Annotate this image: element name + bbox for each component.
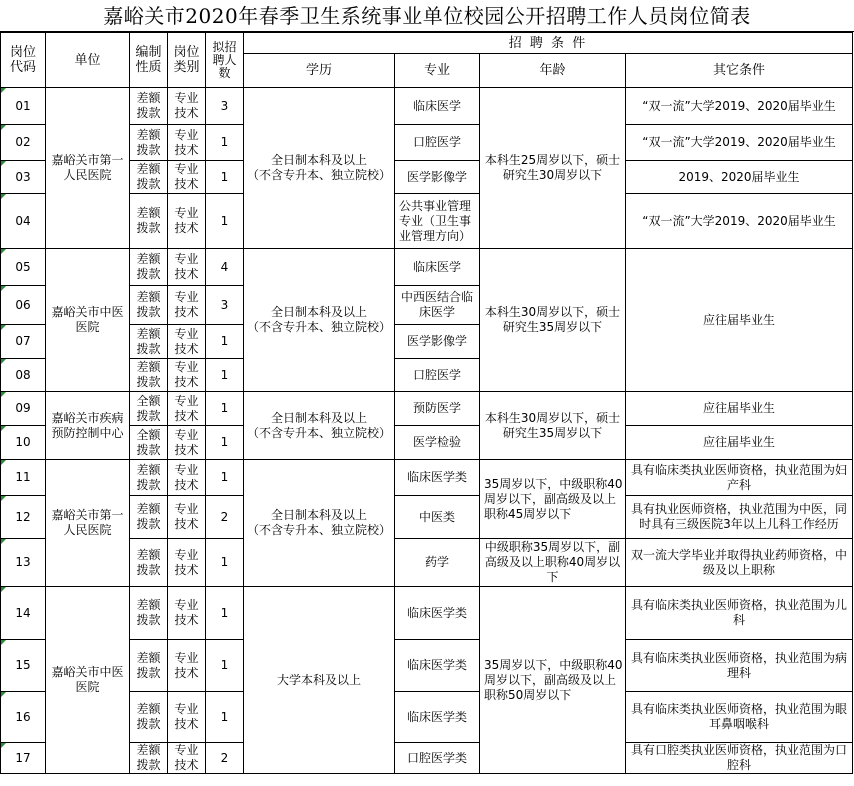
count-cell: 1 <box>206 539 244 587</box>
other-cell: 具有临床类执业医师资格，执业范围为妇产科 <box>626 460 853 496</box>
unit-cell: 嘉峪关市中医医院 <box>46 587 130 774</box>
major-cell: 临床医学类 <box>395 587 480 640</box>
row-code: 13 <box>1 539 46 587</box>
row-code: 11 <box>1 460 46 496</box>
major-cell: 口腔医学类 <box>395 743 480 774</box>
age-cell: 中级职称35周岁以下，副高级及以上职称40周岁以下 <box>480 539 626 587</box>
row-code: 06 <box>1 286 46 325</box>
header-category: 岗位 类别 <box>168 33 206 88</box>
row-code: 12 <box>1 496 46 539</box>
age-cell: 本科生30周岁以下，硕士研究生35周岁以下 <box>480 249 626 392</box>
row-code: 15 <box>1 640 46 692</box>
nature-cell: 差额拨款 <box>130 88 168 125</box>
row-code: 04 <box>1 194 46 249</box>
header-nature: 编制 性质 <box>130 33 168 88</box>
row-code: 14 <box>1 587 46 640</box>
category-cell: 专业技术 <box>168 325 206 359</box>
major-cell: 医学检验 <box>395 426 480 460</box>
count-cell: 1 <box>206 640 244 692</box>
other-cell: 应往届毕业生 <box>626 392 853 426</box>
category-cell: 专业技术 <box>168 692 206 743</box>
nature-cell: 差额拨款 <box>130 125 168 161</box>
nature-cell: 差额拨款 <box>130 587 168 640</box>
major-cell: 口腔医学 <box>395 125 480 161</box>
category-cell: 专业技术 <box>168 161 206 194</box>
nature-cell: 全额拨款 <box>130 426 168 460</box>
category-cell: 专业技术 <box>168 743 206 774</box>
other-cell: “双一流”大学2019、2020届毕业生 <box>626 125 853 161</box>
header-conditions: 招 聘 条 件 <box>244 33 853 54</box>
row-code: 05 <box>1 249 46 286</box>
other-cell: 双一流大学毕业并取得执业药师资格，中级及以上职称 <box>626 539 853 587</box>
header-education: 学历 <box>244 54 395 88</box>
category-cell: 专业技术 <box>168 640 206 692</box>
major-cell: 口腔医学 <box>395 359 480 392</box>
education-cell: 全日制本科及以上 （不含专升本、独立院校） <box>244 88 395 249</box>
major-cell: 医学影像学 <box>395 161 480 194</box>
nature-cell: 差额拨款 <box>130 539 168 587</box>
nature-cell: 差额拨款 <box>130 640 168 692</box>
education-cell: 全日制本科及以上 （不含专升本、独立院校） <box>244 460 395 587</box>
row-code: 17 <box>1 743 46 774</box>
major-cell: 预防医学 <box>395 392 480 426</box>
education-cell: 全日制本科及以上 （不含专升本、独立院校） <box>244 249 395 392</box>
major-cell: 临床医学类 <box>395 460 480 496</box>
other-cell: 具有临床类执业医师资格，执业范围为儿科 <box>626 587 853 640</box>
other-cell: 具有执业医师资格，执业范围为中医，同时具有三级医院3年以上儿科工作经历 <box>626 496 853 539</box>
count-cell: 3 <box>206 286 244 325</box>
row-code: 01 <box>1 88 46 125</box>
age-cell: 35周岁以下，中级职称40周岁以下，副高级及以上职称50周岁以下 <box>480 587 626 774</box>
category-cell: 专业技术 <box>168 286 206 325</box>
nature-cell: 差额拨款 <box>130 743 168 774</box>
nature-cell: 差额拨款 <box>130 286 168 325</box>
major-cell: 临床医学 <box>395 249 480 286</box>
header-code: 岗位 代码 <box>1 33 46 88</box>
count-cell: 1 <box>206 426 244 460</box>
header-other: 其它条件 <box>626 54 853 88</box>
other-cell: 2019、2020届毕业生 <box>626 161 853 194</box>
other-cell: 应往届毕业生 <box>626 426 853 460</box>
count-cell: 1 <box>206 194 244 249</box>
category-cell: 专业技术 <box>168 460 206 496</box>
row-code: 03 <box>1 161 46 194</box>
header-unit: 单位 <box>46 33 130 88</box>
major-cell: 临床医学类 <box>395 640 480 692</box>
category-cell: 专业技术 <box>168 125 206 161</box>
nature-cell: 差额拨款 <box>130 249 168 286</box>
header-count: 拟招 聘人 数 <box>206 33 244 88</box>
count-cell: 3 <box>206 88 244 125</box>
nature-cell: 差额拨款 <box>130 460 168 496</box>
count-cell: 1 <box>206 692 244 743</box>
other-cell: “双一流”大学2019、2020届毕业生 <box>626 88 853 125</box>
category-cell: 专业技术 <box>168 539 206 587</box>
nature-cell: 差额拨款 <box>130 496 168 539</box>
category-cell: 专业技术 <box>168 426 206 460</box>
category-cell: 专业技术 <box>168 496 206 539</box>
unit-cell: 嘉峪关市疾病预防控制中心 <box>46 392 130 460</box>
row-code: 07 <box>1 325 46 359</box>
row-code: 02 <box>1 125 46 161</box>
positions-table <box>0 32 853 774</box>
nature-cell: 差额拨款 <box>130 161 168 194</box>
category-cell: 专业技术 <box>168 392 206 426</box>
nature-cell: 全额拨款 <box>130 392 168 426</box>
category-cell: 专业技术 <box>168 587 206 640</box>
count-cell: 1 <box>206 587 244 640</box>
education-cell: 大学本科及以上 <box>244 587 395 774</box>
major-cell: 药学 <box>395 539 480 587</box>
category-cell: 专业技术 <box>168 194 206 249</box>
age-cell: 本科生30周岁以下，硕士研究生35周岁以下 <box>480 392 626 460</box>
count-cell: 1 <box>206 161 244 194</box>
major-cell: 临床医学 <box>395 88 480 125</box>
page-title: 嘉峪关市2020年春季卫生系统事业单位校园公开招聘工作人员岗位简表 <box>0 0 854 32</box>
other-cell: “双一流”大学2019、2020届毕业生 <box>626 194 853 249</box>
count-cell: 1 <box>206 325 244 359</box>
count-cell: 1 <box>206 392 244 426</box>
row-code: 16 <box>1 692 46 743</box>
major-cell: 临床医学类 <box>395 692 480 743</box>
other-cell: 具有临床类执业医师资格，执业范围为病理科 <box>626 640 853 692</box>
count-cell: 2 <box>206 743 244 774</box>
nature-cell: 差额拨款 <box>130 359 168 392</box>
age-cell: 35周岁以下，中级职称40周岁以下，副高级及以上职称45周岁以下 <box>480 460 626 539</box>
count-cell: 1 <box>206 125 244 161</box>
other-cell: 具有临床类执业医师资格，执业范围为眼耳鼻咽喉科 <box>626 692 853 743</box>
major-cell: 中西医结合临床医学 <box>395 286 480 325</box>
count-cell: 4 <box>206 249 244 286</box>
education-cell: 全日制本科及以上 （不含专升本、独立院校） <box>244 392 395 460</box>
row-code: 08 <box>1 359 46 392</box>
category-cell: 专业技术 <box>168 88 206 125</box>
unit-cell: 嘉峪关市中医医院 <box>46 249 130 392</box>
major-cell: 中医类 <box>395 496 480 539</box>
category-cell: 专业技术 <box>168 359 206 392</box>
header-age: 年龄 <box>480 54 626 88</box>
other-cell: 具有口腔类执业医师资格，执业范围为口腔科 <box>626 743 853 774</box>
count-cell: 2 <box>206 496 244 539</box>
count-cell: 1 <box>206 359 244 392</box>
nature-cell: 差额拨款 <box>130 194 168 249</box>
other-cell: 应往届毕业生 <box>626 249 853 392</box>
nature-cell: 差额拨款 <box>130 325 168 359</box>
major-cell: 公共事业管理专业（卫生事业管理方向） <box>395 194 480 249</box>
row-code: 09 <box>1 392 46 426</box>
age-cell: 本科生25周岁以下，硕士研究生30周岁以下 <box>480 88 626 249</box>
unit-cell: 嘉峪关市第一人民医院 <box>46 88 130 249</box>
category-cell: 专业技术 <box>168 249 206 286</box>
count-cell: 1 <box>206 460 244 496</box>
major-cell: 医学影像学 <box>395 325 480 359</box>
row-code: 10 <box>1 426 46 460</box>
header-major: 专业 <box>395 54 480 88</box>
unit-cell: 嘉峪关市第一人民医院 <box>46 460 130 587</box>
nature-cell: 差额拨款 <box>130 692 168 743</box>
